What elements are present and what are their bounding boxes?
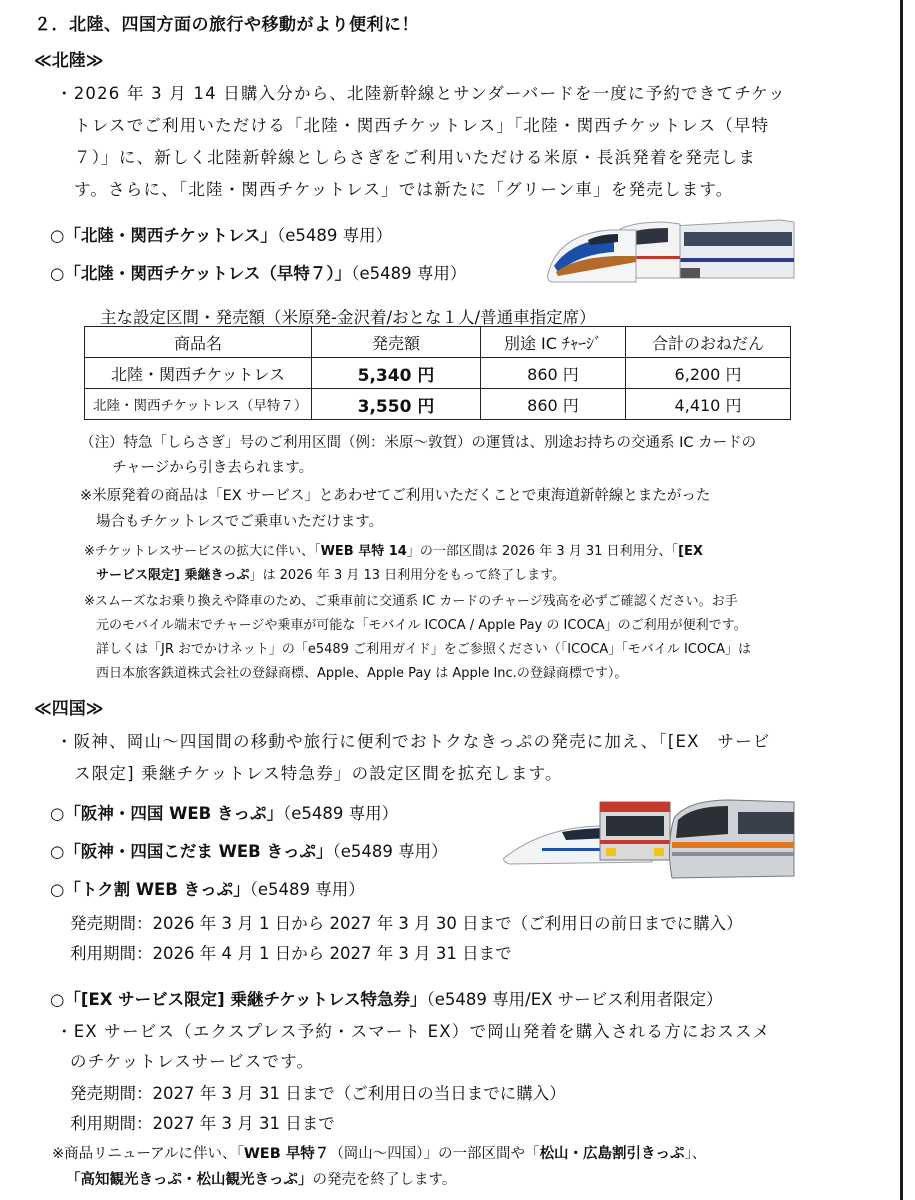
table-cell-product: 北陸・関西チケットレス xyxy=(85,358,312,389)
note-emphasis: 「高知観光きっぷ・松山観光きっぷ」 xyxy=(66,1172,313,1188)
bullet-circle: ○ xyxy=(50,990,65,1009)
note-line: チャージから引き去られます。 xyxy=(112,460,314,476)
product-note: （e5489 専用/EX サービス利用者限定） xyxy=(426,990,723,1009)
note-emphasis: サービス限定] 乗継きっぷ xyxy=(96,568,250,583)
note-text: ※チケットレスサービスの拡大に伴い、「 xyxy=(84,544,321,559)
table-header-cell: 商品名 xyxy=(85,327,312,358)
product-note: （e5489 専用） xyxy=(249,880,365,899)
note-emphasis: WEB 早特７ xyxy=(243,1146,330,1162)
toku-use-period: 利用期間：2026 年 4 月 1 日から 2027 年 3 月 31 日まで xyxy=(70,944,512,963)
note-text: 」、 xyxy=(684,1146,707,1162)
product-note: （e5489 専用） xyxy=(332,842,448,861)
product-name: 「北陸・関西チケットレス」 xyxy=(64,226,277,245)
note-line: （注）特急「しらさぎ」号のご利用区間（例：米原～敦賀）の運賃は、別途お持ちの交通系 IC カードの xyxy=(80,435,757,451)
bullet-circle: ○ xyxy=(50,226,65,245)
note-line: ※米原発着の商品は「EX サービス」とあわせてご利用いただくことで東海道新幹線とまたがった xyxy=(80,488,711,504)
hokuriku-para-line: トレスでご利用いただける「北陸・関西チケットレス」「北陸・関西チケットレス（早特 xyxy=(74,116,770,135)
shikoku-para-line: ス限定] 乗継チケットレス特急券」の設定区間を拡充します。 xyxy=(74,764,563,783)
note-emphasis: 松山・広島割引きっぷ xyxy=(539,1146,685,1162)
shikoku-title: ≪四国≫ xyxy=(34,699,104,719)
note-text: （岡山～四国）」の一部区間や「 xyxy=(329,1146,540,1162)
product-note: （e5489 専用） xyxy=(282,804,399,823)
product-name: 「トク割 WEB きっぷ」 xyxy=(64,880,250,899)
table-row xyxy=(85,389,791,420)
table-cell-total: 4,410 円 xyxy=(626,389,791,420)
note-text: の発売を終了します。 xyxy=(312,1172,457,1188)
shikoku-trains-image xyxy=(502,796,796,884)
note-line: ※スムーズなお乗り換えや降車のため、ご乗車前に交通系 IC カードのチャージ残高を必ずご確認ください。お手 xyxy=(84,594,738,609)
table-cell-ic-charge: 860 円 xyxy=(481,389,626,420)
bullet-circle: ○ xyxy=(50,264,65,283)
product-name: 「北陸・関西チケットレス（早特７）」 xyxy=(64,264,352,283)
note-line: 西日本旅客鉄道株式会社の登録商標、Apple、Apple Pay は Apple Inc.の登録商標です）。 xyxy=(96,666,628,681)
bullet-circle: ○ xyxy=(50,842,65,861)
note-text: 」の一部区間は 2026 年 3 月 31 日利用分、「 xyxy=(406,544,679,559)
ex-desc-line: のチケットレスサービスです。 xyxy=(70,1052,315,1071)
product-item-hokuriku-kansai xyxy=(50,222,392,246)
note-line: 詳しくは「JR おでかけネット」の「e5489 ご利用ガイド」をご参照ください（「ICOCA」「モバイル ICOCA」は xyxy=(96,642,752,657)
note-text: ※商品リニューアルに伴い、「 xyxy=(52,1146,244,1162)
toku-sale-period: 発売期間：2026 年 3 月 1 日から 2027 年 3 月 30 日まで（ご利用日の前日までに購入） xyxy=(70,914,743,933)
table-cell-product: 北陸・関西チケットレス（早特７） xyxy=(85,389,312,420)
product-item-tokuwari-web xyxy=(50,876,365,900)
hokuriku-trains-image xyxy=(544,212,796,286)
bullet-circle: ○ xyxy=(50,804,65,823)
table-cell-price: 5,340 円 xyxy=(312,358,481,389)
product-name: 「[EX サービス限定] 乗継チケットレス特急券」 xyxy=(64,990,427,1009)
shikoku-para-line: ・阪神、岡山～四国間の移動や旅行に便利でおトクなきっぷの発売に加え、「[EX サービ xyxy=(56,732,771,751)
table-header-cell: 合計のおねだん xyxy=(626,327,791,358)
table-cell-price: 3,550 円 xyxy=(312,389,481,420)
ex-desc-line: ・EX サービス（エクスプレス予約・スマート EX）で岡山発着を購入される方におススメ xyxy=(56,1022,771,1041)
table-header-cell: 別途 IC ﾁｬｰｼﾞ xyxy=(481,327,626,358)
final-note xyxy=(52,1142,706,1163)
hokuriku-para-line: ・2026 年 3 月 14 日購入分から、北陸新幹線とサンダーバードを一度に予約できてチケッ xyxy=(56,84,786,103)
product-note: （e5489 専用） xyxy=(276,226,393,245)
fare-table-caption: 主な設定区間・発売額（米原発-金沢着/おとな１人/普通車指定席） xyxy=(100,308,596,327)
hokuriku-para-line: す。さらに、「北陸・関西チケットレス」では新たに「グリーン車」を発売します。 xyxy=(74,180,734,199)
table-header-cell: 発売額 xyxy=(312,327,481,358)
product-item-hanshin-shikoku-kodama xyxy=(50,838,448,862)
product-note: （e5489 専用） xyxy=(351,264,467,283)
table-row xyxy=(85,358,791,389)
note-ticketless-expansion xyxy=(84,540,703,559)
table-header-row xyxy=(85,327,791,358)
table-cell-ic-charge: 860 円 xyxy=(481,358,626,389)
note-line: 元のモバイル端末でチャージや乗車が可能な「モバイル ICOCA / Apple Pay の ICOCA」のご利用が便利です。 xyxy=(96,618,747,633)
section-heading: ２．北陸、四国方面の旅行や移動がより便利に！ xyxy=(34,15,419,35)
note-ticketless-expansion-cont xyxy=(96,564,565,583)
product-name: 「阪神・四国こだま WEB きっぷ」 xyxy=(64,842,333,861)
hokuriku-para-line: ７）」に、新しく北陸新幹線としらさぎをご利用いただける米原・長浜発着を発売しま xyxy=(74,148,757,167)
product-item-hanshin-shikoku-web xyxy=(50,800,398,824)
final-note-cont xyxy=(66,1168,456,1189)
page-edge-rule xyxy=(900,0,903,1200)
fare-table xyxy=(84,326,791,420)
product-item-hokuriku-kansai-hayatoku xyxy=(50,260,466,284)
bullet-circle: ○ xyxy=(50,880,65,899)
product-item-ex-transfer-ticketless xyxy=(50,986,723,1010)
product-name: 「阪神・四国 WEB きっぷ」 xyxy=(64,804,283,823)
note-emphasis: WEB 早特 14 xyxy=(320,544,407,559)
ex-sale-period: 発売期間：2027 年 3 月 31 日まで（ご利用日の当日までに購入） xyxy=(70,1084,566,1103)
table-cell-total: 6,200 円 xyxy=(626,358,791,389)
ex-use-period: 利用期間：2027 年 3 月 31 日まで xyxy=(70,1114,335,1133)
note-line: 場合もチケットレスでご乗車いただけます。 xyxy=(96,514,384,530)
note-text: 」は 2026 年 3 月 13 日利用分をもって終了します。 xyxy=(249,568,566,583)
hokuriku-title: ≪北陸≫ xyxy=(34,51,104,71)
note-emphasis: [EX xyxy=(678,544,703,559)
